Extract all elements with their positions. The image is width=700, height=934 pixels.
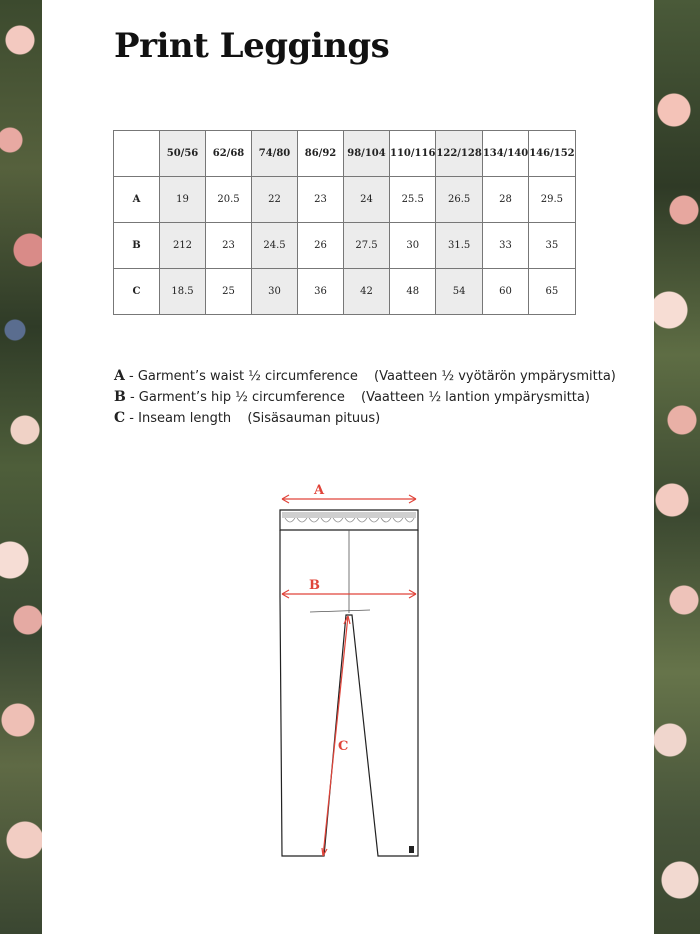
table-cell: 24 — [344, 177, 390, 223]
legend-key: A — [114, 368, 125, 384]
column-header: 110/116 — [390, 131, 436, 177]
legend-key: B — [114, 389, 126, 405]
legend-translation: (Vaatteen ½ vyötärön ympärysmitta) — [374, 369, 616, 384]
table-cell: 28 — [482, 177, 528, 223]
waistband-inner-shade — [282, 512, 416, 518]
column-header: 74/80 — [252, 131, 298, 177]
table-cell: 31.5 — [436, 223, 482, 269]
legend-text: - Garment’s hip ½ circumference — [129, 390, 345, 405]
table-cell: 48 — [390, 269, 436, 315]
table-cell: 18.5 — [160, 269, 206, 315]
table-cell: 54 — [436, 269, 482, 315]
column-header: 134/140 — [482, 131, 528, 177]
table-cell: 65 — [529, 269, 575, 315]
table-cell: 25.5 — [390, 177, 436, 223]
measure-label-c: C — [338, 739, 349, 754]
row-header: A — [114, 177, 160, 223]
legend-translation: (Sisäsauman pituus) — [247, 411, 381, 426]
table-cell: 25 — [206, 269, 252, 315]
column-header: 98/104 — [344, 131, 390, 177]
table-cell: 26 — [298, 223, 344, 269]
floral-border-left — [0, 0, 42, 934]
legend-item-a — [114, 366, 616, 387]
column-header: 50/56 — [160, 131, 206, 177]
legend-text: - Inseam length — [129, 411, 232, 426]
table-cell: 20.5 — [206, 177, 252, 223]
table-cell: 26.5 — [436, 177, 482, 223]
legend-key: C — [114, 410, 126, 426]
table-cell: 29.5 — [529, 177, 575, 223]
table-row — [114, 177, 576, 223]
measure-line-c — [323, 616, 348, 856]
table-cell: 36 — [298, 269, 344, 315]
legend-translation: (Vaatteen ½ lantion ympärysmitta) — [361, 390, 590, 405]
table-cell: 30 — [252, 269, 298, 315]
measurement-legend — [114, 366, 616, 429]
column-header: 86/92 — [298, 131, 344, 177]
size-table — [113, 130, 576, 315]
table-cell: 60 — [482, 269, 528, 315]
table-cell: 23 — [298, 177, 344, 223]
column-header: 122/128 — [436, 131, 482, 177]
table-cell: 19 — [160, 177, 206, 223]
legend-item-b — [114, 387, 616, 408]
leggings-diagram — [270, 478, 430, 868]
table-cell: 42 — [344, 269, 390, 315]
floral-border-right — [654, 0, 700, 934]
row-header: B — [114, 223, 160, 269]
crotch-guide — [310, 610, 370, 612]
size-tag-icon — [409, 846, 414, 853]
table-corner-cell — [114, 131, 160, 177]
table-cell: 22 — [252, 177, 298, 223]
legend-text: - Garment’s waist ½ circumference — [129, 369, 358, 384]
column-header: 146/152 — [529, 131, 575, 177]
legend-item-c — [114, 408, 616, 429]
table-header-row — [114, 131, 576, 177]
table-cell: 24.5 — [252, 223, 298, 269]
measure-label-a: A — [314, 483, 325, 498]
measure-label-b: B — [309, 578, 320, 593]
page-title: Print Leggings — [114, 26, 390, 66]
table-cell: 33 — [482, 223, 528, 269]
table-cell: 30 — [390, 223, 436, 269]
row-header: C — [114, 269, 160, 315]
table-cell: 35 — [529, 223, 575, 269]
table-row — [114, 269, 576, 315]
column-header: 62/68 — [206, 131, 252, 177]
table-row — [114, 223, 576, 269]
table-cell: 23 — [206, 223, 252, 269]
table-cell: 212 — [160, 223, 206, 269]
table-cell: 27.5 — [344, 223, 390, 269]
